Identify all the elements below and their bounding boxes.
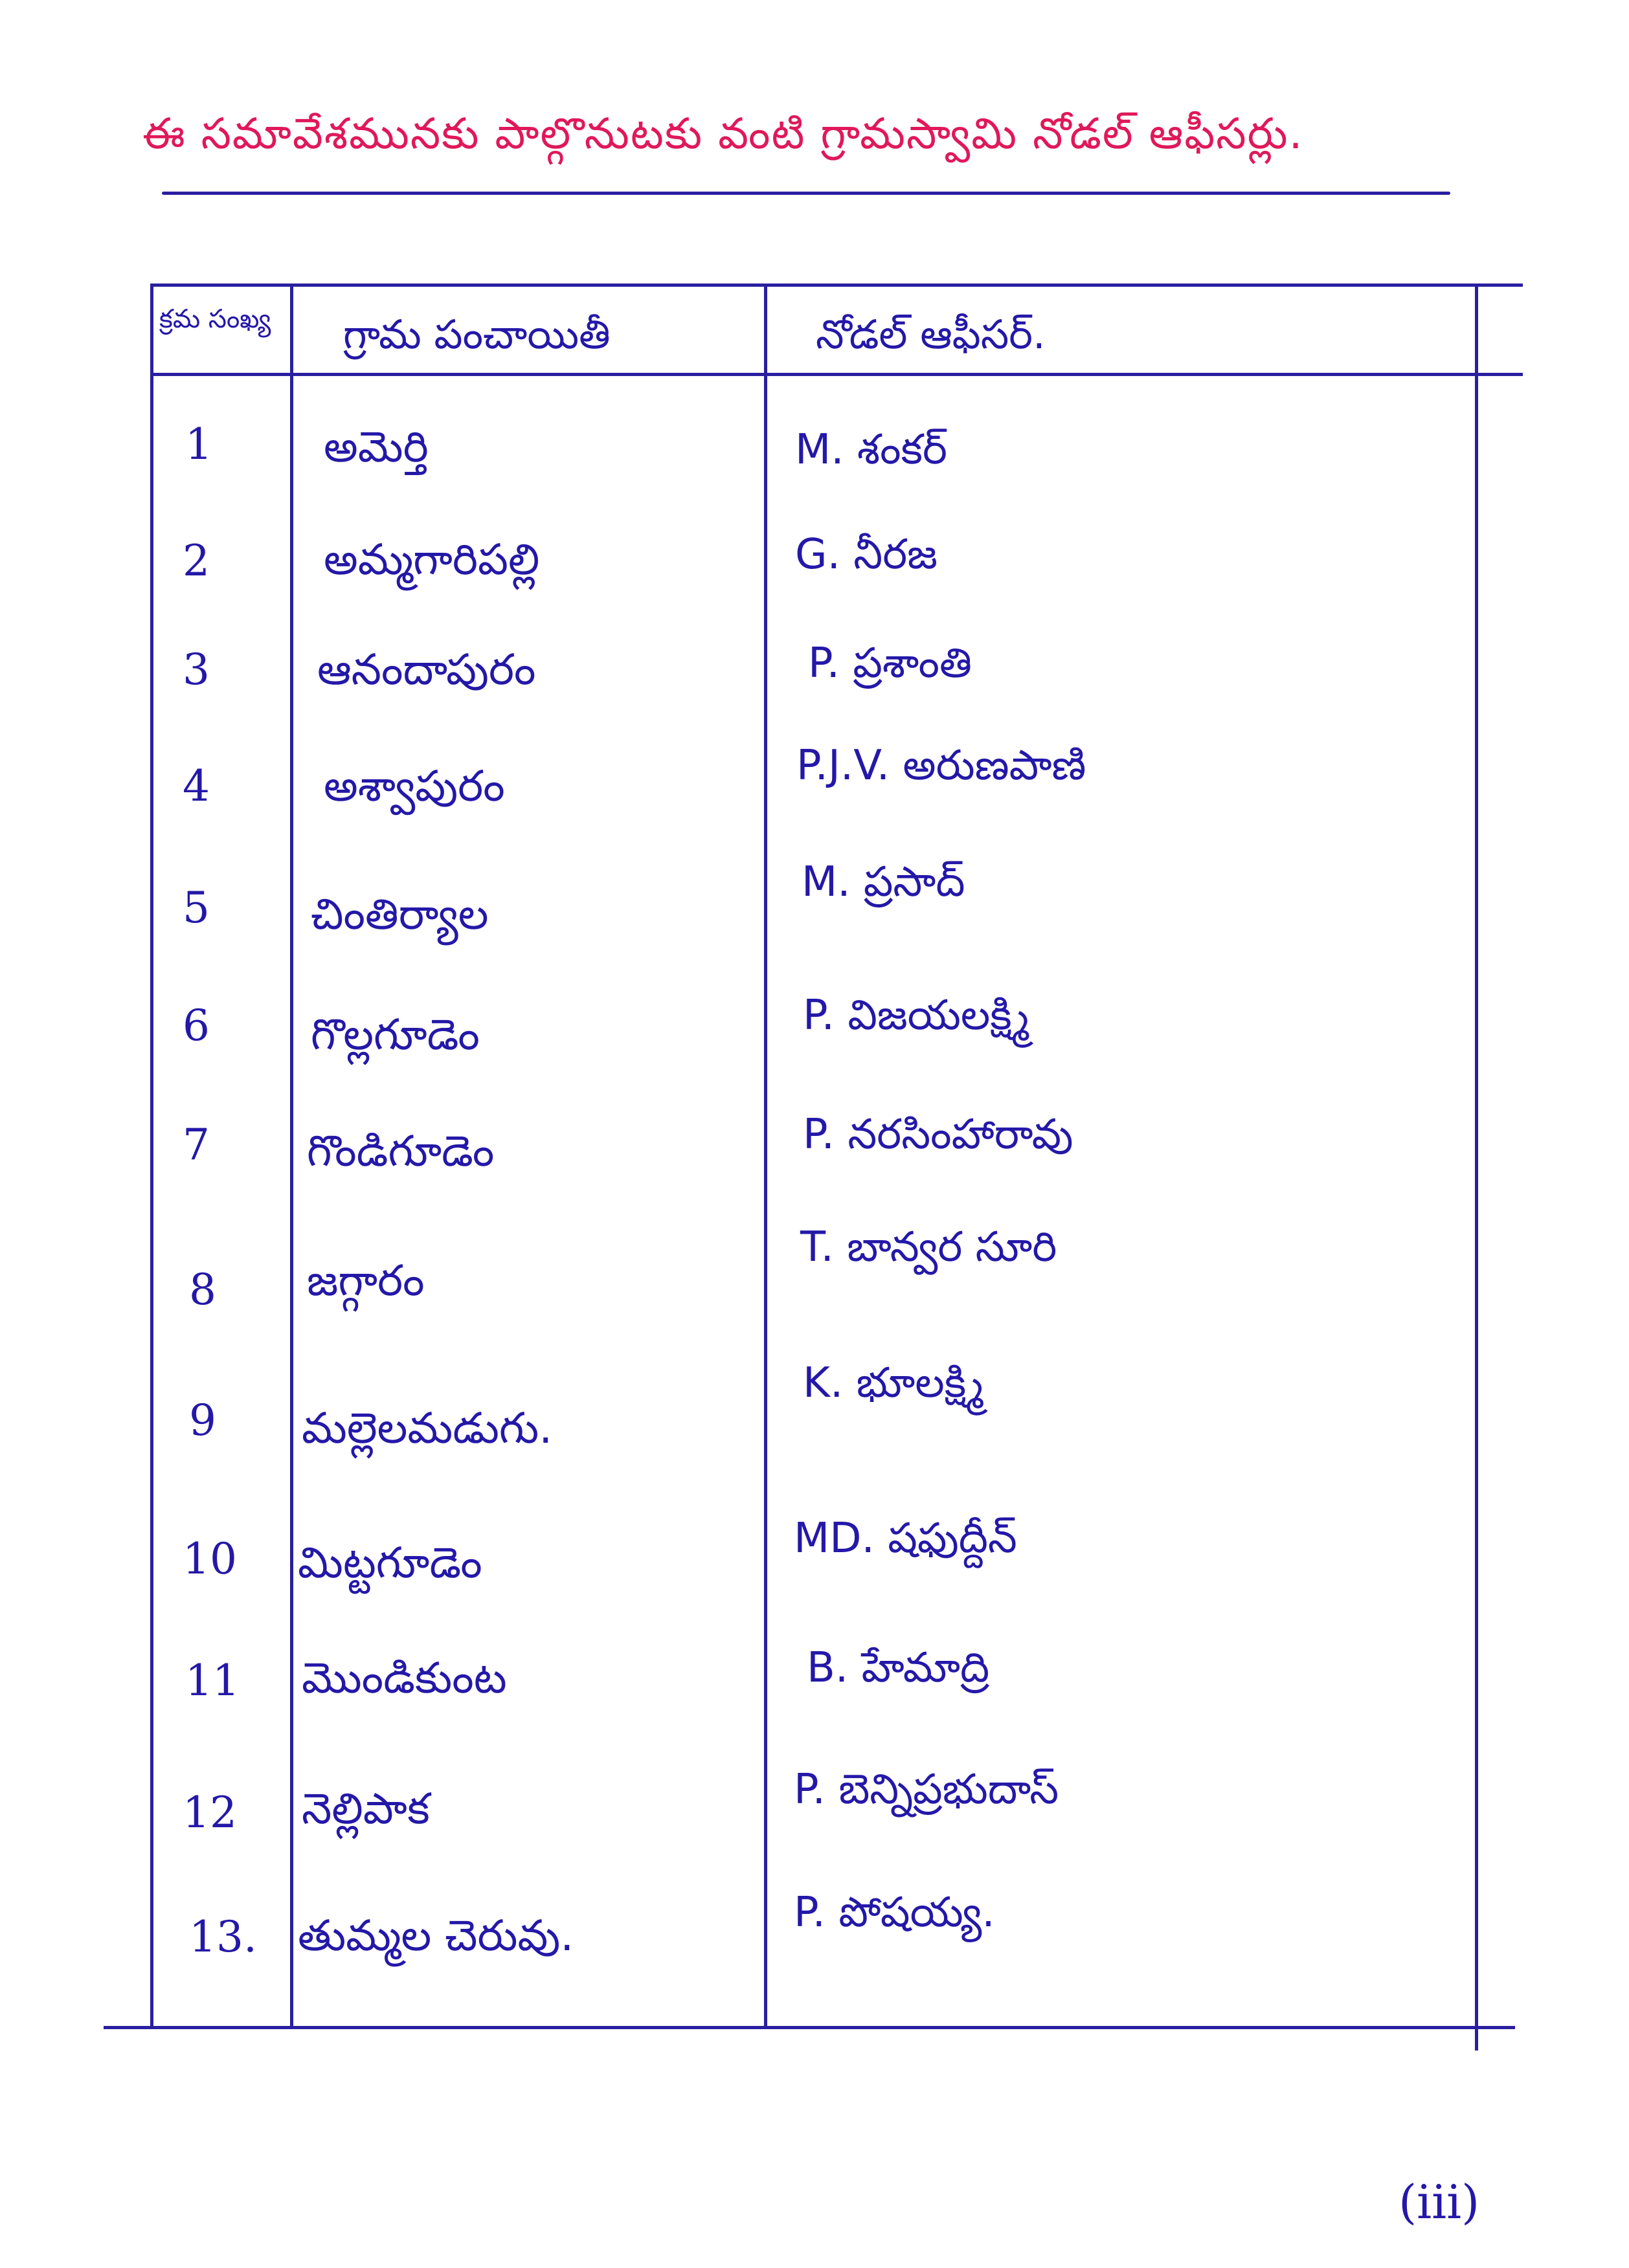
row-13-officer: P. పోషయ్య. — [794, 1889, 995, 1937]
row-10-officer: MD. షఫుద్దీన్ — [794, 1515, 1017, 1562]
row-1-village: అమెర్తి — [324, 422, 429, 472]
table-divider — [764, 284, 767, 2029]
row-5-village: చింతిర్యాల — [311, 889, 489, 939]
page-number: (iii) — [1399, 2175, 1480, 2229]
row-11-number: 11 — [185, 1656, 240, 1706]
row-6-number: 6 — [183, 1001, 210, 1051]
row-5-number: 5 — [183, 883, 210, 933]
row-8-village: జగ్గారం — [307, 1256, 425, 1306]
row-3-officer: P. ప్రశాంతి — [808, 639, 972, 687]
row-5-officer: M. ప్రసాద్ — [802, 858, 965, 906]
header-village: గ్రామ పంచాయితీ — [343, 311, 611, 358]
row-10-number: 10 — [183, 1534, 237, 1584]
row-8-officer: T. బాన్వర సూరి — [800, 1223, 1057, 1271]
row-2-officer: G. నీరజ — [795, 531, 938, 579]
row-13-village: తుమ్మల చెరువు. — [298, 1911, 574, 1961]
row-3-number: 3 — [183, 645, 210, 695]
row-2-village: అమ్మగారిపల్లి — [324, 535, 540, 584]
row-2-number: 2 — [183, 536, 210, 586]
row-7-officer: P. నరసింహారావు — [803, 1111, 1073, 1159]
row-7-village: గొండిగూడెం — [307, 1126, 495, 1176]
row-1-number: 1 — [185, 419, 212, 469]
row-9-village: మల్లెలమడుగు. — [302, 1403, 553, 1453]
row-4-village: అశ్వాపురం — [324, 761, 505, 811]
table-border-left-inner — [290, 284, 293, 2029]
row-12-officer: P. బెన్నిప్రభుదాస్ — [794, 1766, 1059, 1814]
row-8-number: 8 — [189, 1265, 216, 1315]
row-4-number: 4 — [183, 761, 210, 811]
table-border-top — [150, 284, 1523, 287]
row-7-number: 7 — [183, 1120, 210, 1170]
row-12-village: నెల్లిపాక — [302, 1784, 430, 1834]
row-1-officer: M. శంకర్ — [795, 426, 947, 474]
row-12-number: 12 — [183, 1788, 237, 1838]
row-10-village: మిట్టగూడెం — [298, 1538, 482, 1588]
row-3-village: ఆనందాపురం — [317, 645, 536, 695]
row-9-number: 9 — [189, 1395, 216, 1445]
row-13-number: 13. — [189, 1912, 257, 1962]
table-border-right — [1475, 284, 1478, 2051]
table-border-left — [150, 284, 153, 2029]
row-6-officer: P. విజయలక్ష్మి — [803, 992, 1029, 1040]
row-4-officer: P.J.V. అరుణపాణి — [796, 742, 1086, 790]
page-title: ఈ సమావేశమునకు పాల్గొనుటకు వంటి గ్రామస్వామి నోడల్ ఆఫీసర్లు. — [142, 109, 1304, 159]
row-6-village: గొల్లగూడెం — [311, 1010, 480, 1060]
row-9-officer: K. భూలక్ష్మి — [803, 1359, 984, 1407]
row-11-village: మొండికుంట — [302, 1653, 507, 1703]
table-border-bottom — [104, 2026, 1515, 2029]
header-divider — [150, 373, 1523, 376]
header-serial: క్రమ సంఖ్య — [159, 304, 271, 334]
row-11-officer: B. హేమాద్రి — [807, 1644, 990, 1692]
header-officer: నోడల్ ఆఫీసర్. — [816, 311, 1046, 358]
